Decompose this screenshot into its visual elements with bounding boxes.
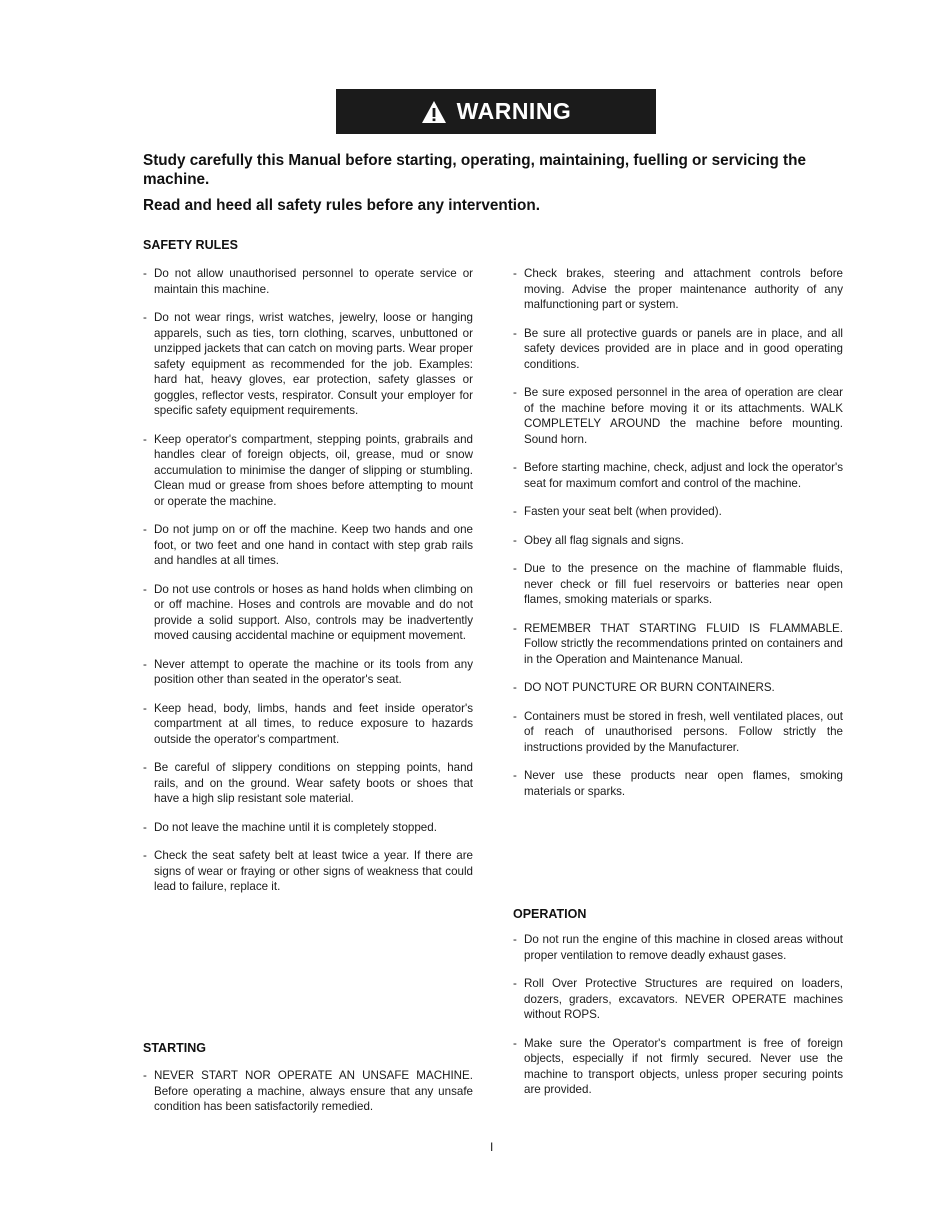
- list-item: - Roll Over Protective Structures are required on loaders, dozers, graders, excavators. NEVER OPERATE machines without ROPS.: [513, 977, 843, 1021]
- safety-rules-heading: SAFETY RULES: [143, 238, 238, 252]
- warning-banner: [336, 89, 656, 134]
- list-item: - Obey all flag signals and signs.: [513, 533, 684, 547]
- intro-study-manual: Study carefully this Manual before starting, operating, maintaining, fuelling or servicing the machine.: [143, 152, 806, 188]
- list-item: - Containers must be stored in fresh, well ventilated places, out of reach of unauthorised persons. Follow strictly the instructions provided by the Manufacturer.: [513, 709, 843, 754]
- list-item: - Keep operator's compartment, stepping points, grabrails and handles clear of foreign objects, oil, grease, mud or snow accumulation to minimise the danger of slipping or stumbling. Clean mud or grease from shoes before attempting to mount or operate the machine.: [143, 432, 473, 508]
- intro-heed-rules: Read and heed all safety rules before any intervention.: [143, 197, 540, 214]
- list-item: - Due to the presence on the machine of flammable fluids, never check or fill fuel reservoirs or batteries near open flames, smoking materials or sparks.: [513, 562, 843, 606]
- list-item: - Never use these products near open flames, smoking materials or sparks.: [513, 769, 843, 798]
- warning-triangle-icon: [421, 100, 447, 124]
- list-item: - Be careful of slippery conditions on stepping points, hand rails, and on the ground. Wear safety boots or shoes that have a high slip resistant sole material.: [143, 761, 473, 805]
- safety-rules-left-column: [143, 266, 473, 895]
- list-item: - Keep head, body, limbs, hands and feet inside operator's compartment at all times, to reduce exposure to hazards outside the operator's compartment.: [143, 701, 473, 746]
- list-item: - Be sure all protective guards or panels are in place, and all safety devices provided are in place and in good operating conditions.: [513, 326, 843, 371]
- list-item: - Fasten your seat belt (when provided).: [513, 505, 722, 518]
- list-item: - Do not allow unauthorised personnel to operate service or maintain this machine.: [143, 267, 473, 296]
- list-item: - Do not use controls or hoses as hand holds when climbing on or off machine. Hoses and controls are movable and do not provide a solid support. Also, controls may be inadvertently moved causing accidental machine or equipment movement.: [143, 582, 473, 642]
- list-item: - NEVER START NOR OPERATE AN UNSAFE MACHINE. Before operating a machine, always ensure that any unsafe condition has been satisfactorily remedied.: [143, 1069, 473, 1113]
- list-item: - Check the seat safety belt at least twice a year. If there are signs of wear or fraying or other signs of weakness that could lead to failure, replace it.: [143, 849, 473, 893]
- warning-title: WARNING: [456, 98, 572, 124]
- list-item: - DO NOT PUNCTURE OR BURN CONTAINERS.: [513, 681, 775, 694]
- list-item: - Make sure the Operator's compartment is free of foreign objects, especially if not firmly secured. Never use the machine to transport objects, unless proper securing points are provided.: [513, 1036, 843, 1096]
- list-item: - Be sure exposed personnel in the area of operation are clear of the machine before moving it or its attachments. WALK COMPLETELY AROUND the machine before mounting. Sound horn.: [513, 386, 843, 446]
- operation-heading: OPERATION: [513, 907, 587, 921]
- starting-heading: STARTING: [143, 1041, 206, 1055]
- list-item: - Before starting machine, check, adjust and lock the operator's seat for maximum comfort and control of the machine.: [513, 461, 843, 490]
- list-item: - Do not jump on or off the machine. Keep two hands and one foot, or two feet and one hand in contact with step grab rails and handles at all times.: [143, 523, 473, 567]
- list-item: - Never attempt to operate the machine or its tools from any position other than seated in the operator's seat.: [143, 657, 473, 686]
- safety-rules-right-column: [513, 266, 843, 799]
- list-item: - Do not leave the machine until it is completely stopped.: [143, 820, 437, 834]
- list-item: - Do not wear rings, wrist watches, jewelry, loose or hanging apparels, such as ties, torn clothing, scarves, unbuttoned or unzipped jackets that can catch on moving parts. Wear proper safety equipment as recommended for the job. Examples: hard hat, heavy gloves, ear protection, safety glasses or goggles, reflector vests, respirator. Consult your employer for specific safety equipment requirements.: [143, 311, 473, 417]
- list-item: - REMEMBER THAT STARTING FLUID IS FLAMMABLE. Follow strictly the recommendations printed on containers and in the Operation and Maintenance Manual.: [513, 621, 843, 666]
- list-item: - Check brakes, steering and attachment controls before moving. Advise the proper maintenance authority of any malfunctioning part or system.: [513, 267, 843, 311]
- page-number: I: [490, 1140, 494, 1154]
- list-item: - Do not run the engine of this machine in closed areas without proper ventilation to remove deadly exhaust gases.: [513, 933, 843, 962]
- starting-column: [143, 1068, 473, 1115]
- operation-column: [513, 932, 843, 1098]
